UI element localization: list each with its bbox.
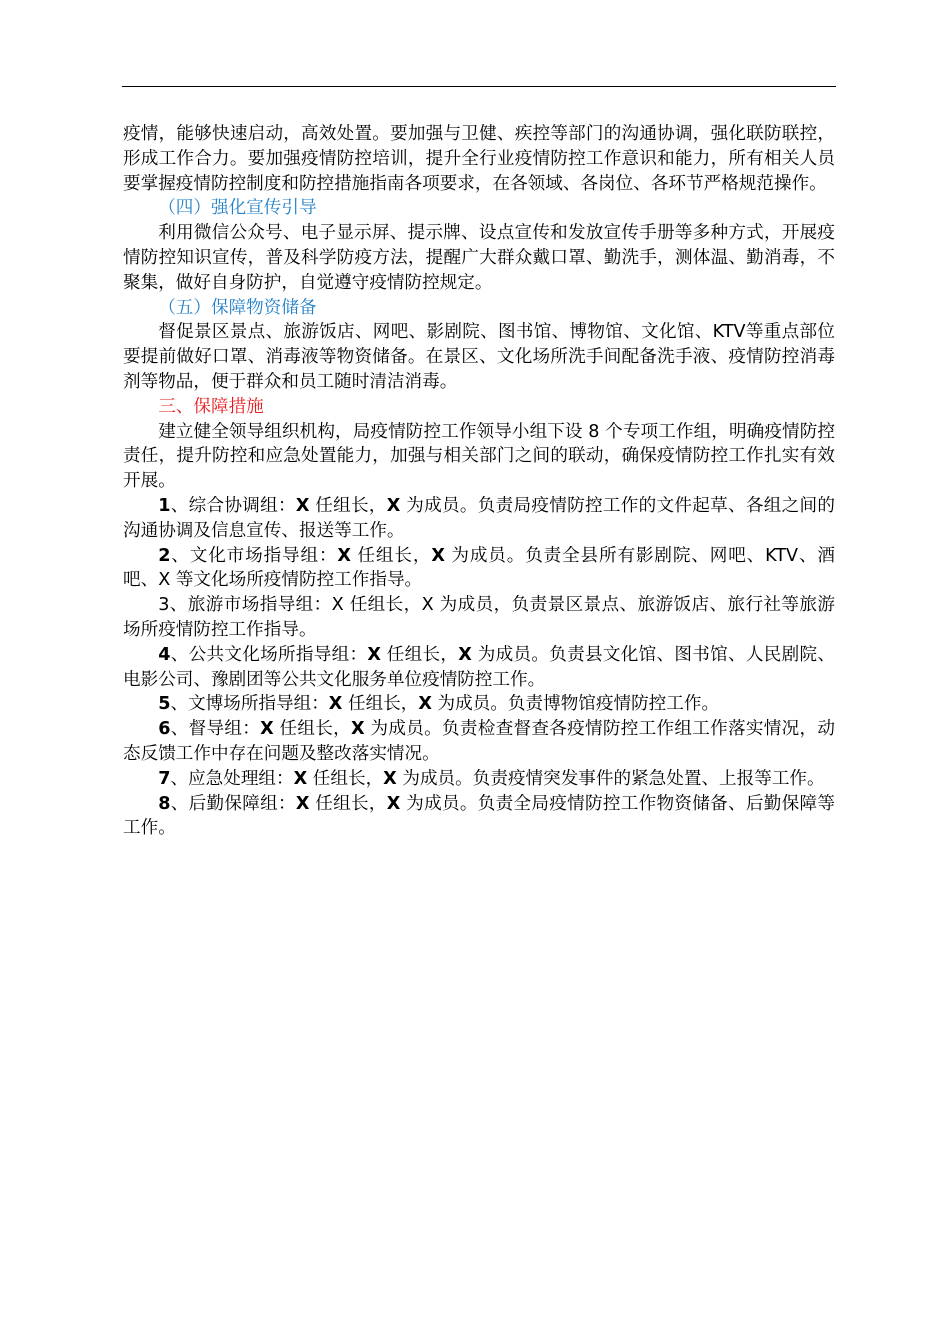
member-placeholder: X [386, 793, 401, 814]
group-item-6: 6、督导组：X 任组长，X 为成员。负责检查督查各疫情防控工作组工作落实情况，动态反馈工作中存在问题及整改落实情况。 [123, 719, 835, 764]
group-item-7: 7、应急处理组：X 任组长，X 为成员。负责疫情突发事件的紧急处置、上报等工作。 [158, 768, 825, 789]
heading-supplies: （五）保障物资储备 [158, 297, 317, 318]
group-item-1: 1、综合协调组：X 任组长，X 为成员。负责局疫情防控工作的文件起草、各组之间的沟通协调及信息宣传、报送等工作。 [123, 495, 835, 541]
group-duty: 为成员。负责县文化馆、图书馆、人民剧院、电影公司、豫剧团等公共文化服务单位疫情防控工作。 [123, 644, 835, 690]
group-title: 、综合协调组： [170, 495, 296, 516]
leader-placeholder: X [295, 495, 310, 516]
group-title: 、文博场所指导组： [170, 694, 329, 715]
safeguards-paragraph: 建立健全领导组织机构，局疫情防控工作领导小组下设 8 个专项工作组，明确疫情防控责任，提升防控和应急处置能力，加强与相关部门之间的联动，确保疫情防控工作扎实有效开展。 [123, 421, 835, 492]
member-placeholder: X [386, 495, 401, 516]
header-rule [122, 86, 836, 87]
leader-placeholder: X [260, 719, 274, 740]
group-number: 5 [158, 694, 171, 715]
heading-safeguards: 三、保障措施 [158, 396, 264, 417]
leader-placeholder: X [337, 545, 351, 566]
group-title: 、督导组： [170, 719, 261, 740]
member-placeholder: X [351, 719, 365, 740]
group-duty: 为成员。负责局疫情防控工作的文件起草、各组之间的沟通协调及信息宣传、报送等工作。 [123, 495, 835, 541]
group-item-8: 8、后勤保障组：X 任组长，X 为成员。负责全局疫情防控工作物资储备、后勤保障等工作。 [123, 793, 835, 839]
group-duty: 为成员。负责疫情突发事件的紧急处置、上报等工作。 [402, 768, 825, 789]
document-body [123, 122, 835, 841]
group-number: 4 [158, 644, 171, 665]
member-placeholder: X [383, 768, 397, 789]
supplies-paragraph: 督促景区景点、旅游饭店、网吧、影剧院、图书馆、博物馆、文化馆、KTV等重点部位要提前做好口罩、消毒液等物资储备。在景区、文化场所洗手间配备洗手液、疫情防控消毒剂等物品，便于群众和员工随时清洁消毒。 [123, 322, 835, 392]
heading-publicity: （四）强化宣传引导 [158, 198, 317, 219]
member-placeholder: X [458, 644, 472, 665]
group-title: 、应急处理组： [170, 768, 294, 789]
group-item-2: 2、文化市场指导组：X 任组长，X 为成员。负责全县所有影剧院、网吧、KTV、酒吧、X 等文化场所疫情防控工作指导。 [123, 545, 836, 591]
group-number: 1 [158, 495, 171, 516]
group-duty: 为成员。负责全局疫情防控工作物资储备、后勤保障等工作。 [123, 793, 835, 839]
group-title: 、文化市场指导组： [170, 545, 338, 566]
group-item-4: 4、公共文化场所指导组：X 任组长，X 为成员。负责县文化馆、图书馆、人民剧院、电影公司、豫剧团等公共文化服务单位疫情防控工作。 [123, 644, 835, 690]
group-title: 、后勤保障组： [170, 793, 296, 814]
group-title: 、公共文化场所指导组： [170, 644, 368, 665]
leader-placeholder: X [328, 694, 343, 715]
leader-placeholder: X [367, 644, 381, 665]
group-item-5: 5、文博场所指导组：X 任组长，X 为成员。负责博物馆疫情防控工作。 [158, 694, 720, 715]
group-number: 6 [158, 719, 171, 740]
group-duty: 为成员。负责博物馆疫情防控工作。 [437, 694, 720, 715]
member-placeholder: X [418, 694, 432, 715]
leader-placeholder: X [295, 793, 310, 814]
leader-placeholder: X [293, 768, 308, 789]
member-placeholder: X [431, 545, 445, 566]
intro-paragraph: 疫情，能够快速启动，高效处置。要加强与卫健、疾控等部门的沟通协调，强化联防联控，形成工作合力。要加强疫情防控培训，提升全行业疫情防控工作意识和能力，所有相关人员要掌握疫情防控制度和防控措施指南各项要求，在各领域、各岗位、各环节严格规范操作。 [123, 124, 835, 194]
group-number: 2 [158, 545, 171, 566]
group-duty: 为成员。负责全县所有影剧院、网吧、KTV、酒吧、X 等文化场所疫情防控工作指导。 [123, 545, 836, 591]
group-duty: 为成员。负责检查督查各疫情防控工作组工作落实情况，动态反馈工作中存在问题及整改落实情况。 [123, 719, 835, 764]
group-number: 8 [158, 793, 171, 814]
group-item-3: 3、旅游市场指导组：X 任组长，X 为成员，负责景区景点、旅游饭店、旅行社等旅游场所疫情防控工作指导。 [123, 595, 835, 640]
group-number: 7 [158, 768, 171, 789]
publicity-paragraph: 利用微信公众号、电子显示屏、提示牌、设点宣传和发放宣传手册等多种方式，开展疫情防控知识宣传，普及科学防疫方法，提醒广大群众戴口罩、勤洗手，测体温、勤消毒，不聚集，做好自身防护，自觉遵守疫情防控规定。 [123, 223, 835, 293]
